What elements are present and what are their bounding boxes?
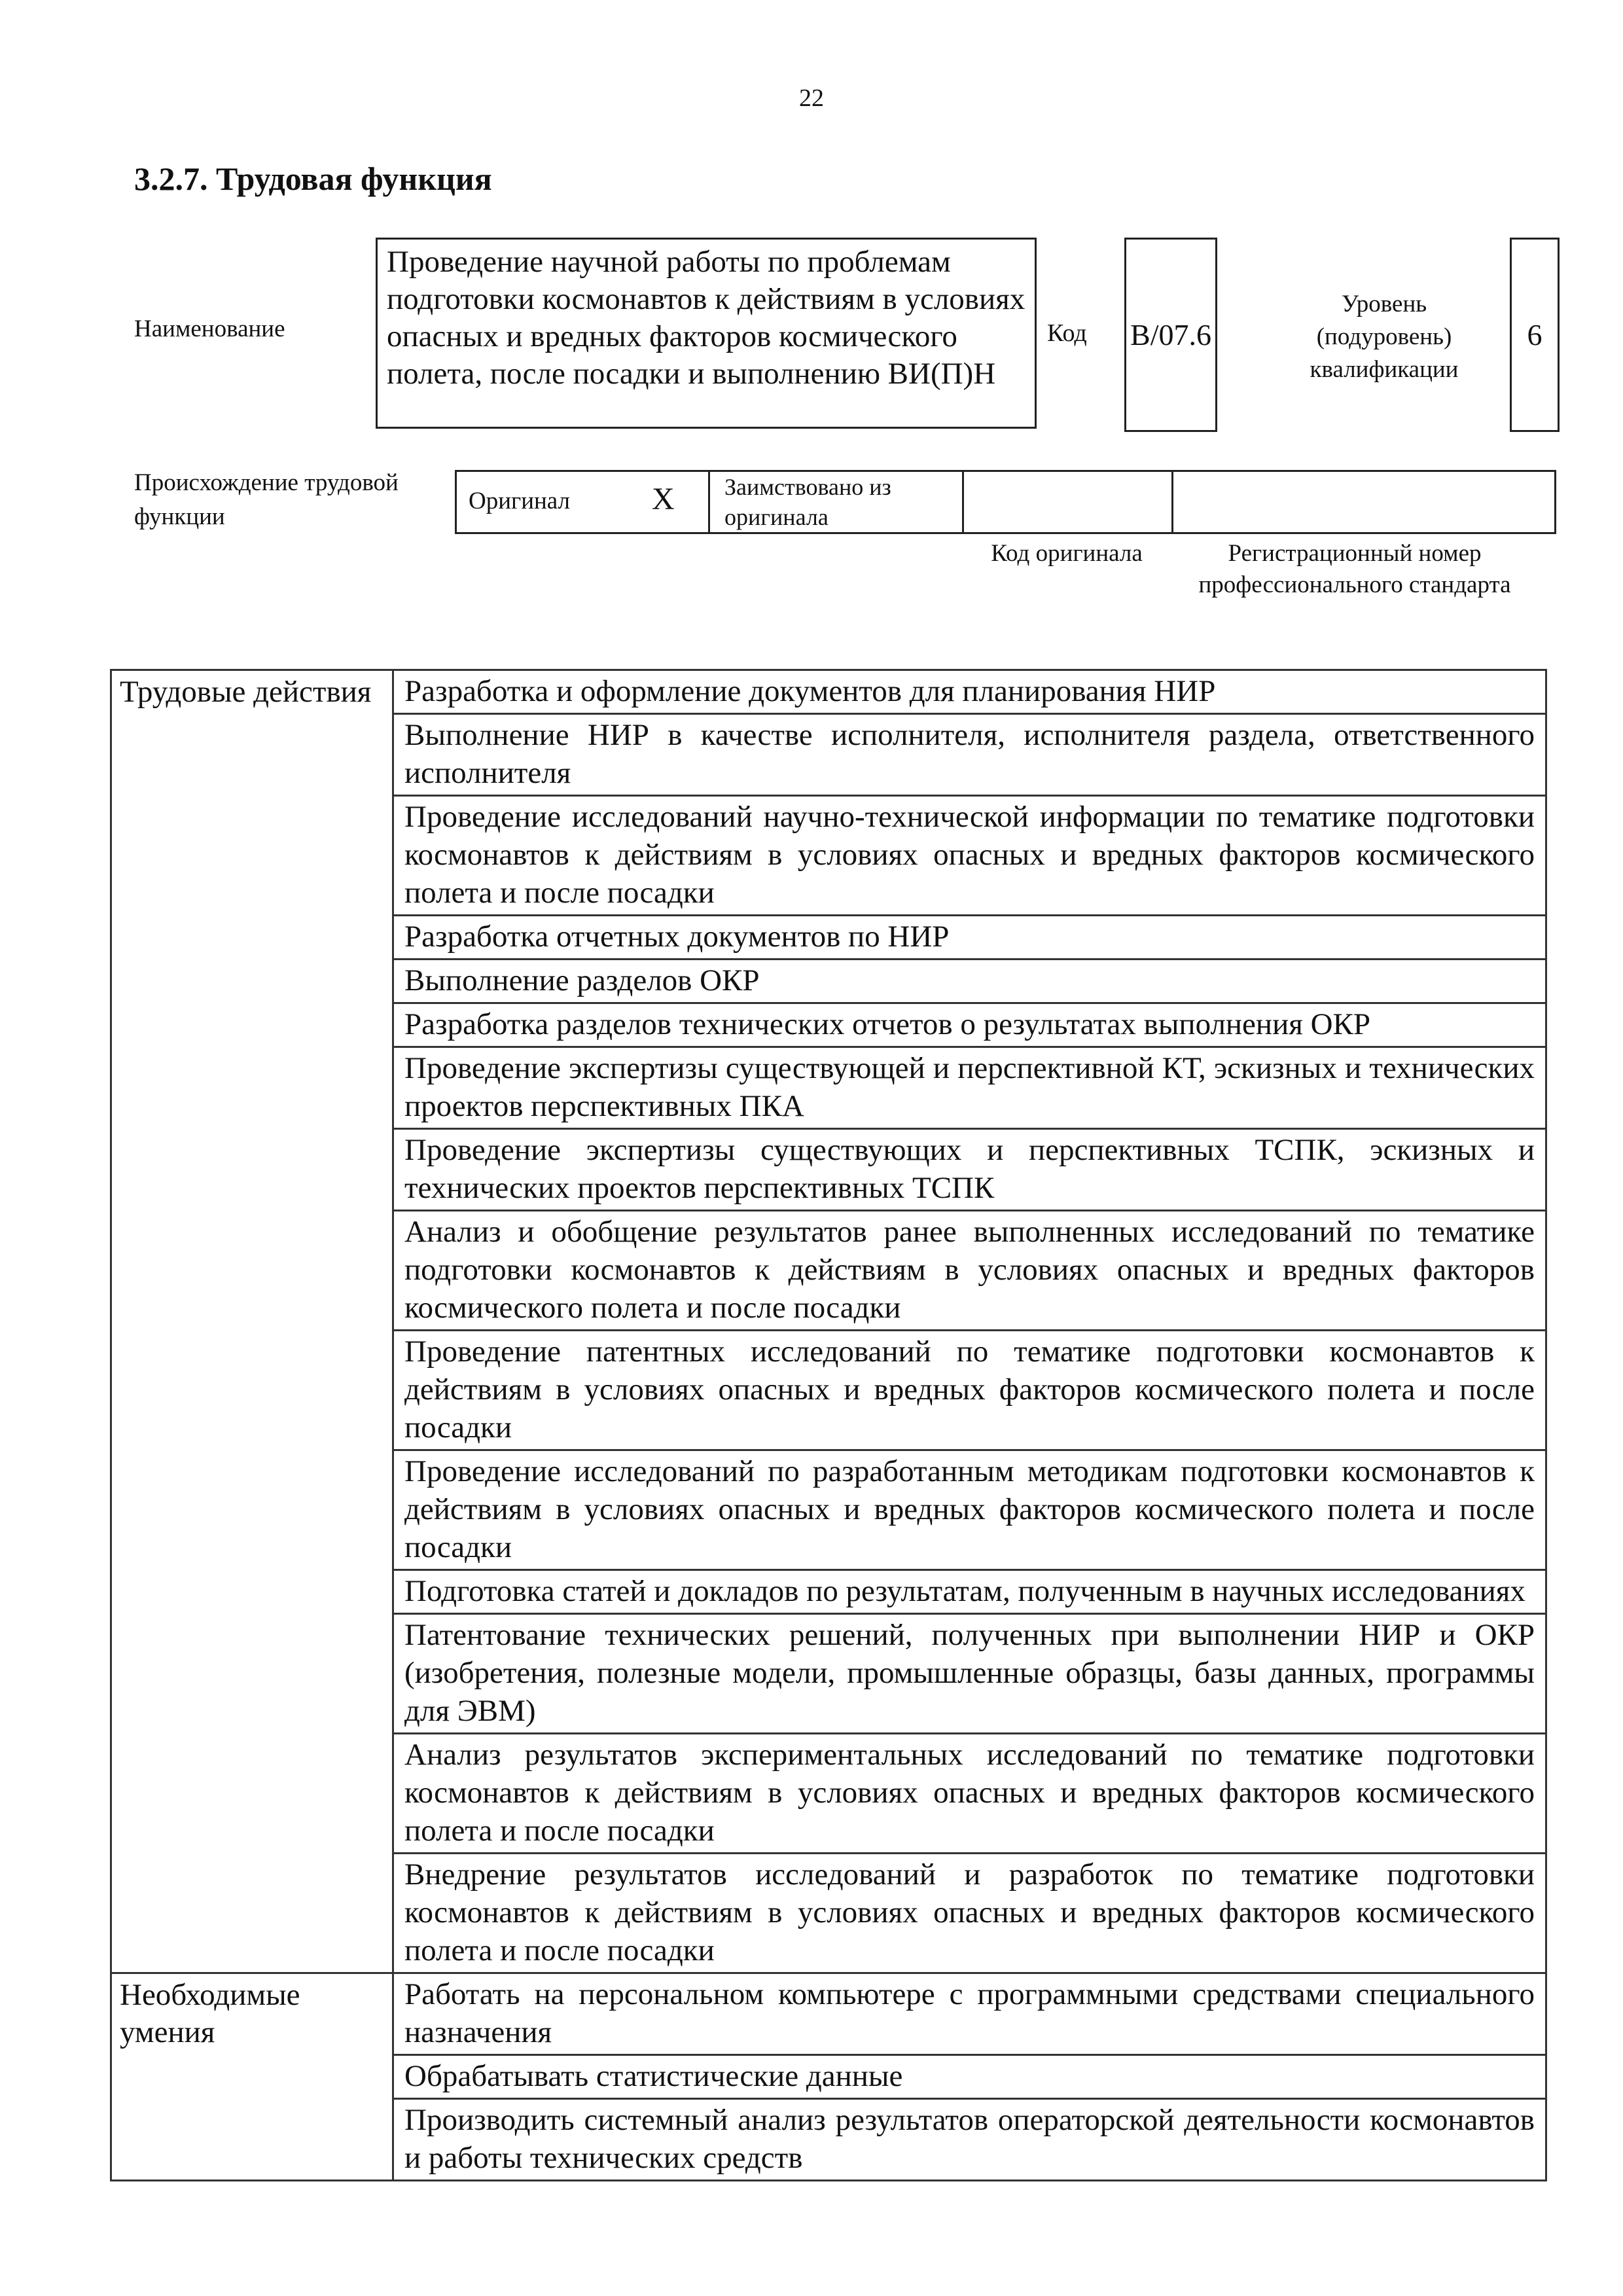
skill-item: Производить системный анализ результатов операторской деятельности космонавтов и работы технических средств [393, 2099, 1546, 2181]
labor-action-item: Патентование технических решений, полученных при выполнении НИР и ОКР (изобретения, полезные модели, промышленные образцы, базы данных, программы для ЭВМ) [393, 1614, 1546, 1734]
section-title: 3.2.7. Трудовая функция [134, 160, 492, 197]
labor-action-item: Проведение экспертизы существующей и перспективной КТ, эскизных и технических проектов перспективных ПКА [393, 1047, 1546, 1129]
labor-action-item: Проведение исследований научно-технической информации по тематике подготовки космонавтов к действиям в условиях опасных и вредных факторов космического полета и после посадки [393, 796, 1546, 916]
labor-action-item: Анализ и обобщение результатов ранее выполненных исследований по тематике подготовки космонавтов к действиям в условиях опасных и вредных факторов космического полета и после посадки [393, 1211, 1546, 1331]
page-number: 22 [799, 84, 824, 112]
original-mark: X [652, 482, 675, 516]
labor-action-item: Внедрение результатов исследований и разработок по тематике подготовки космонавтов к действиям в условиях опасных и вредных факторов космического полета и после посадки [393, 1854, 1546, 1973]
labor-action-item: Проведение исследований по разработанным методикам подготовки космонавтов к действиям в условиях опасных и вредных факторов космического полета и после посадки [393, 1450, 1546, 1570]
function-name-value: Проведение научной работы по проблемам подготовки космонавтов к действиям в условиях опасных и вредных факторов космического полета, после посадки и выполнению ВИ(П)Н [376, 238, 1037, 429]
table-row [111, 670, 1546, 714]
labor-action-item: Подготовка статей и докладов по результатам, полученным в научных исследованиях [393, 1570, 1546, 1614]
reg-number-label: Регистрационный номер профессионального стандарта [1198, 540, 1511, 598]
labor-actions-label: Трудовые действия [111, 670, 393, 1973]
skill-item: Работать на персональном компьютере с программными средствами специального назначения [393, 1973, 1546, 2055]
code-original-label: Код оригинала [991, 540, 1143, 567]
labor-action-item: Разработка и оформление документов для планирования НИР [393, 670, 1546, 714]
labor-action-item: Проведение патентных исследований по тематике подготовки космонавтов к действиям в условиях опасных и вредных факторов космического полета и после посадки [393, 1331, 1546, 1450]
borrowed-label: Заимствовано из оригинала [724, 474, 891, 530]
labor-action-item: Проведение экспертизы существующих и перспективных ТСПК, эскизных и технических проектов перспективных ТСПК [393, 1129, 1546, 1211]
requirements-table [110, 669, 1547, 2181]
labor-action-item: Выполнение разделов ОКР [393, 960, 1546, 1003]
skill-item: Обрабатывать статистические данные [393, 2055, 1546, 2099]
original-label: Оригинал [469, 488, 571, 514]
required-skills-label: Необходимые умения [111, 1973, 393, 2181]
labor-action-item: Разработка разделов технических отчетов о результатах выполнения ОКР [393, 1003, 1546, 1047]
code-value: B/07.6 [1124, 238, 1217, 432]
borrowed-cell [710, 472, 964, 532]
level-value: 6 [1510, 238, 1560, 432]
code-original-cell [964, 472, 1173, 532]
origin-row [455, 470, 1556, 534]
reg-number-cell [1173, 472, 1554, 532]
labor-action-item: Разработка отчетных документов по НИР [393, 916, 1546, 960]
labor-action-item: Выполнение НИР в качестве исполнителя, исполнителя раздела, ответственного исполнителя [393, 714, 1546, 796]
name-label: Наименование [134, 315, 285, 342]
table-row [111, 1973, 1546, 2055]
original-cell [457, 472, 710, 532]
code-label: Код [1047, 319, 1087, 347]
origin-label: Происхождение трудовой функции [134, 469, 399, 530]
labor-action-item: Анализ результатов экспериментальных исследований по тематике подготовки космонавтов к действиям в условиях опасных и вредных факторов космического полета и после посадки [393, 1734, 1546, 1854]
level-label: Уровень (подуровень) квалификации [1310, 291, 1459, 383]
